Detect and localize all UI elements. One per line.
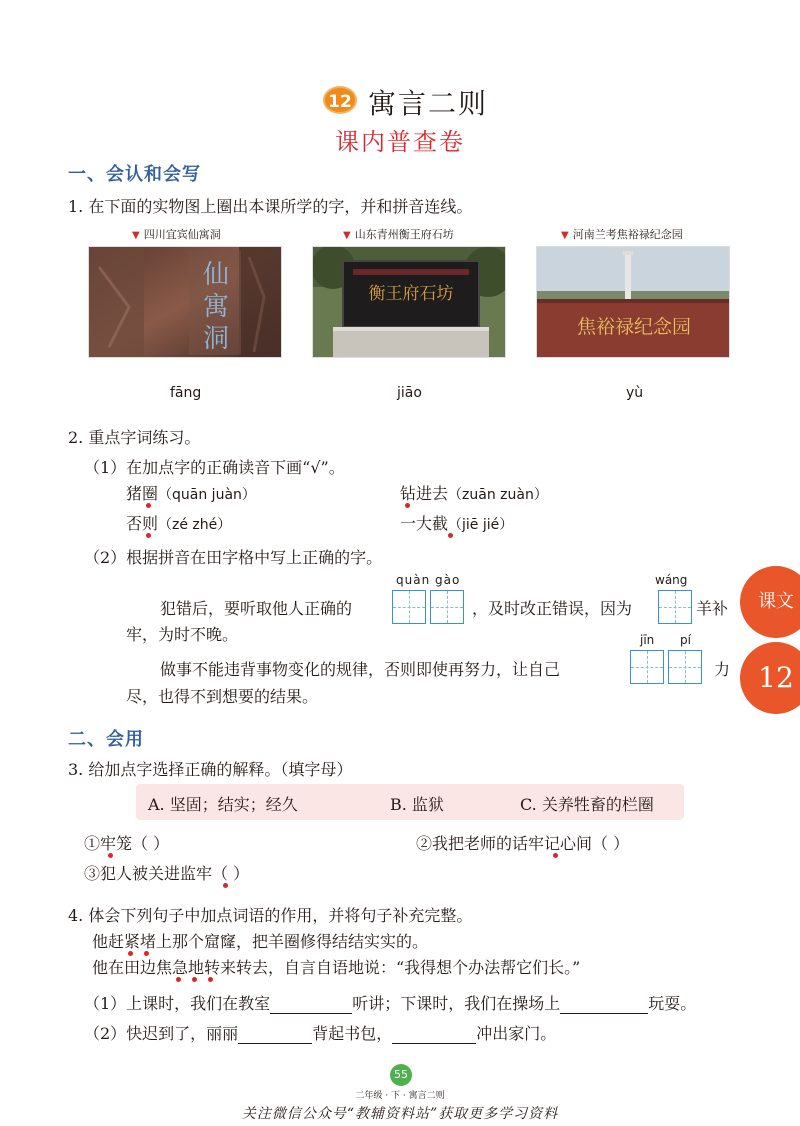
question-2-text: 2. 重点字词练习。 (68, 428, 201, 447)
pinyin-yu: yù (626, 385, 644, 401)
answer-blank[interactable] (392, 1024, 476, 1044)
page-number: 55 (390, 1064, 412, 1086)
photo-jiaoyulu (536, 246, 730, 358)
photo-xianyudong (88, 246, 282, 358)
emphasis-dot (146, 533, 151, 538)
paragraph-2-part-b: 力 (714, 660, 731, 679)
question-2-part2-text: （2）根据拼音在田字格中写上正确的字。 (84, 548, 383, 567)
side-tab-number[interactable]: 12 (740, 642, 800, 714)
pinyin-wang: wáng (655, 573, 688, 587)
svg-text:寓: 寓 (202, 292, 230, 322)
answer-blank[interactable] (270, 994, 352, 1014)
lesson-number-badge: 12 (323, 86, 357, 114)
pinyin-fang: fāng (170, 385, 202, 401)
svg-text:洞: 洞 (202, 324, 230, 354)
photo-sign-text-1: 仙 (202, 260, 230, 290)
image-caption-3: ▼ 河南兰考焦裕禄纪念园 (561, 228, 683, 241)
word-item-zuanjinqu: 钻进去（zuān zuàn） (400, 484, 548, 503)
emphasis-dot (208, 977, 213, 982)
pinyin-jiao: jiāo (397, 385, 422, 401)
photo-sign-text-2: 衡王府石坊 (368, 284, 454, 304)
book-info: 二年级 · 下 · 寓言二则 (355, 1091, 445, 1101)
emphasis-dot (108, 853, 113, 858)
q3-item-2: ②我把老师的话牢记心间（ ） (416, 834, 630, 853)
section-title-2: 二、会用 (68, 729, 144, 750)
emphasis-dot (553, 853, 558, 858)
q4-sentence-2: 他在田边焦急地转来转去，自言自语地说：“我得想个办法帮它们长。” (92, 958, 581, 977)
answer-blank[interactable] (560, 994, 648, 1014)
writing-grid-box[interactable] (430, 590, 464, 624)
triangle-marker-icon: ▼ (132, 230, 140, 241)
q3-item-3: ③犯人被关进监牢（ ） (84, 864, 250, 883)
pinyin-jin: jīn (640, 633, 655, 647)
triangle-marker-icon: ▼ (343, 230, 351, 241)
writing-grid-box[interactable] (392, 590, 426, 624)
answer-blank[interactable] (238, 1024, 312, 1044)
paragraph-1-part-d: 牢，为时不晚。 (126, 625, 239, 644)
side-tab-label[interactable]: 课文 (740, 566, 800, 638)
option-b: B. 监狱 (390, 795, 444, 814)
question-3-text: 3. 给加点字选择正确的解释。（填字母） (68, 760, 353, 779)
q4-sentence-1: 他赶紧堵上那个窟窿，把羊圈修得结结实实的。 (92, 932, 429, 951)
paragraph-1-part-b: ，及时改正错误，因为 (472, 599, 633, 618)
pinyin-pi: pí (680, 633, 691, 647)
q3-item-1: ①牢笼（ ） (84, 834, 170, 853)
paragraph-2-part-a: 做事不能违背事物变化的规律，否则即使再努力，让自己 (160, 660, 561, 679)
emphasis-dot (176, 977, 181, 982)
q4-item-2: （2）快迟到了，丽丽 背起书包， 冲出家门。 (84, 1024, 557, 1043)
word-item-fouze: 否则（zé zhé） (126, 514, 232, 533)
word-item-yidajie: 一大截（jiē jié） (400, 514, 514, 533)
section-title-1: 一、会认和会写 (68, 164, 201, 185)
writing-grid-box[interactable] (658, 590, 692, 624)
writing-grid-box[interactable] (668, 650, 702, 684)
writing-grid-box[interactable] (630, 650, 664, 684)
question-1-text: 1. 在下面的实物图上圈出本课所学的字，并和拼音连线。 (68, 197, 473, 216)
option-c: C. 关养牲畜的栏圈 (520, 795, 654, 814)
page-title: 寓言二则 (368, 87, 489, 120)
emphasis-dot (146, 503, 151, 508)
paragraph-2-part-c: 尽，也得不到想要的结果。 (126, 687, 319, 706)
paragraph-1-part-a: 犯错后，要听取他人正确的 (160, 599, 353, 618)
option-a: A. 坚固；结实；经久 (148, 795, 298, 814)
question-2-part1-text: （1）在加点字的正确读音下画“√”。 (84, 458, 345, 477)
word-item-zhujuan: 猪圈（quān juàn） (126, 484, 256, 503)
paragraph-1-part-c: 羊补 (696, 599, 729, 618)
image-caption-2: ▼ 山东青州衡王府石坊 (343, 228, 454, 241)
emphasis-dot (192, 977, 197, 982)
image-caption-1: ▼ 四川宜宾仙寓洞 (132, 228, 221, 241)
emphasis-dot (223, 883, 228, 888)
pinyin-quangao: quàn gào (396, 573, 461, 587)
triangle-marker-icon: ▼ (561, 230, 569, 241)
photo-sign-text-3: 焦裕禄纪念园 (576, 316, 692, 338)
q4-item-1: （1）上课时，我们在教室 听讲；下课时，我们在操场上 玩耍。 (84, 994, 697, 1013)
emphasis-dot (448, 533, 453, 538)
emphasis-dot (405, 503, 410, 508)
page-subtitle: 课内普查卷 (335, 128, 465, 156)
question-4-text: 4. 体会下列句子中加点词语的作用，并将句子补充完整。 (68, 906, 473, 925)
footer-notice: 关注微信公众号“教辅资料站”获取更多学习资料 (241, 1106, 559, 1122)
photo-hengwangfu (312, 246, 506, 358)
